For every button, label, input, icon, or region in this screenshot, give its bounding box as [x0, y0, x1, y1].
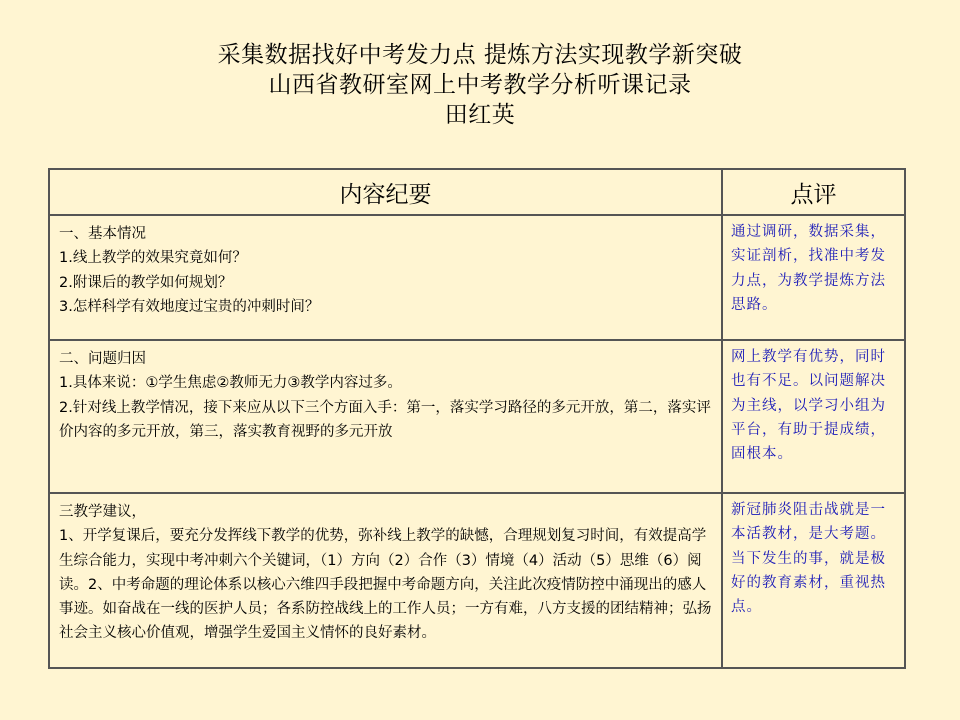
comment-cell: 网上教学有优势，同时也有不足。以问题解决为主线，以学习小组为平台，有助于提成绩，固根本。 [722, 340, 905, 493]
comment-cell: 新冠肺炎阻击战就是一本活教材，是大考题。当下发生的事，就是极好的教育素材，重视热点。 [722, 493, 905, 668]
notes-table [48, 168, 906, 669]
content-cell [49, 493, 722, 668]
table-row [49, 215, 905, 340]
table-row [49, 340, 905, 493]
content-line: 1.具体来说：①学生焦虑②教师无力③教学内容过多。 [59, 375, 402, 392]
page-title: 采集数据找好中考发力点 提炼方法实现教学新突破 [217, 42, 743, 68]
content-line: 2.附课后的教学如何规划？ [59, 274, 233, 291]
comment-cell: 通过调研，数据采集，实证剖析，找准中考发力点，为教学提炼方法思路。 [722, 215, 905, 340]
header-comment: 点评 [722, 169, 905, 215]
content-line: 2.针对线上教学情况，接下来应从以下三个方面入手：第一，落实学习路径的多元开放，第二，落实评价内容的多元开放，第三，落实教育视野的多元开放 [59, 399, 711, 440]
author-name: 田红英 [444, 102, 516, 128]
content-line: 1、开学复课后，要充分发挥线下教学的优势，弥补线上教学的缺憾，合理规划复习时间，有效提高学生综合能力，实现中考冲刺六个关键词，（1）方向（2）合作（3）情境（4）活动（5）思维（6）阅读。2、中考命题的理论体系以核心六维四手段把握中考命题方向，关注此次疫情防控中涌现出的感人事迹。如奋战在一线的医护人员；各系防控战线上的工作人员；一方有难，八方支援的团结精神；弘扬社会主义核心价值观，增强学生爱国主义情怀的良好素材。 [59, 528, 712, 642]
section-heading: 一、基本情况 [59, 226, 146, 242]
table-row [49, 493, 905, 668]
header-content-summary: 内容纪要 [49, 169, 722, 215]
page-subtitle: 山西省教研室网上中考教学分析听课记录 [268, 72, 692, 98]
title-block [0, 40, 960, 130]
table-header-row [49, 169, 905, 215]
content-line: 1.线上教学的效果究竟如何？ [59, 250, 247, 267]
content-cell [49, 340, 722, 493]
content-line: 3.怎样科学有效地度过宝贵的冲刺时间？ [59, 298, 320, 315]
section-heading: 三教学建议， [59, 504, 146, 520]
section-heading: 二、问题归因 [59, 351, 146, 367]
content-cell [49, 215, 722, 340]
